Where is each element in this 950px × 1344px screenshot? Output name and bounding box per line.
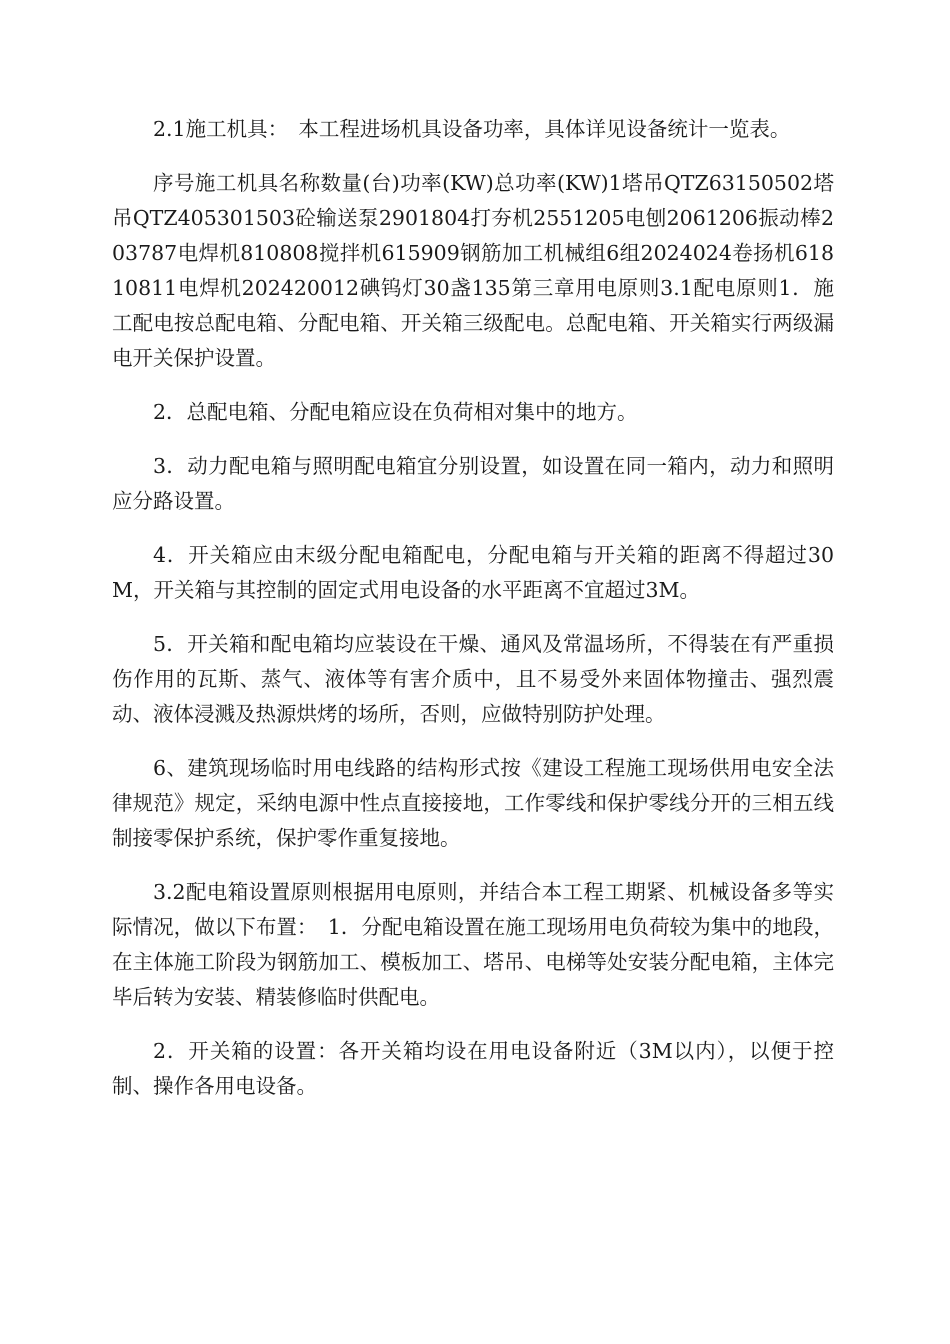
paragraph-section-3-2: 3.2配电箱设置原则根据用电原则，并结合本工程工期紧、机械设备多等实际情况，做以下布置： 1．分配电箱设置在施工现场用电负荷较为集中的地段，在主体施工阶段为钢筋加工、模板加工、塔吊、电梯等处安装分配电箱，主体完毕后转为安装、精装修临时供配电。 bbox=[112, 880, 834, 1009]
paragraph-switchbox-setup: 2．开关箱的设置：各开关箱均设在用电设备附近（3M以内），以便于控制、操作各用电设备。 bbox=[112, 1039, 834, 1098]
paragraph-equipment-list: 序号施工机具名称数量(台)功率(KW)总功率(KW)1塔吊QTZ63150502塔吊QTZ405301503砼输送泵2901804打夯机2551205电刨2061206振动棒203787电焊机810808搅拌机615909钢筋加工机械组6组2024024卷扬机61810811电焊机202420012碘钨灯30盏135第三章用电原则3.1配电原则1．施工配电按总配电箱、分配电箱、开关箱三级配电。总配电箱、开关箱实行两级漏电开关保护设置。 bbox=[112, 171, 834, 370]
paragraph-rule-5: 5．开关箱和配电箱均应装设在干燥、通风及常温场所，不得装在有严重损伤作用的瓦斯、蒸气、液体等有害介质中，且不易受外来固体物撞击、强烈震动、液体浸溅及热源烘烤的场所，否则，应做特别防护处理。 bbox=[112, 632, 834, 726]
paragraph-rule-2: 2．总配电箱、分配电箱应设在负荷相对集中的地方。 bbox=[153, 400, 638, 424]
paragraph-rule-6: 6、建筑现场临时用电线路的结构形式按《建设工程施工现场供用电安全法律规范》规定，采纳电源中性点直接接地，工作零线和保护零线分开的三相五线制接零保护系统，保护零作重复接地。 bbox=[112, 756, 834, 850]
paragraph-equipment-intro: 2.1施工机具： 本工程进场机具设备功率，具体详见设备统计一览表。 bbox=[153, 117, 791, 141]
document-body bbox=[112, 112, 834, 1123]
paragraph-rule-3: 3．动力配电箱与照明配电箱宜分别设置，如设置在同一箱内，动力和照明应分路设置。 bbox=[112, 454, 834, 513]
paragraph-rule-4: 4．开关箱应由末级分配电箱配电，分配电箱与开关箱的距离不得超过30M，开关箱与其控制的固定式用电设备的水平距离不宜超过3M。 bbox=[112, 543, 834, 602]
